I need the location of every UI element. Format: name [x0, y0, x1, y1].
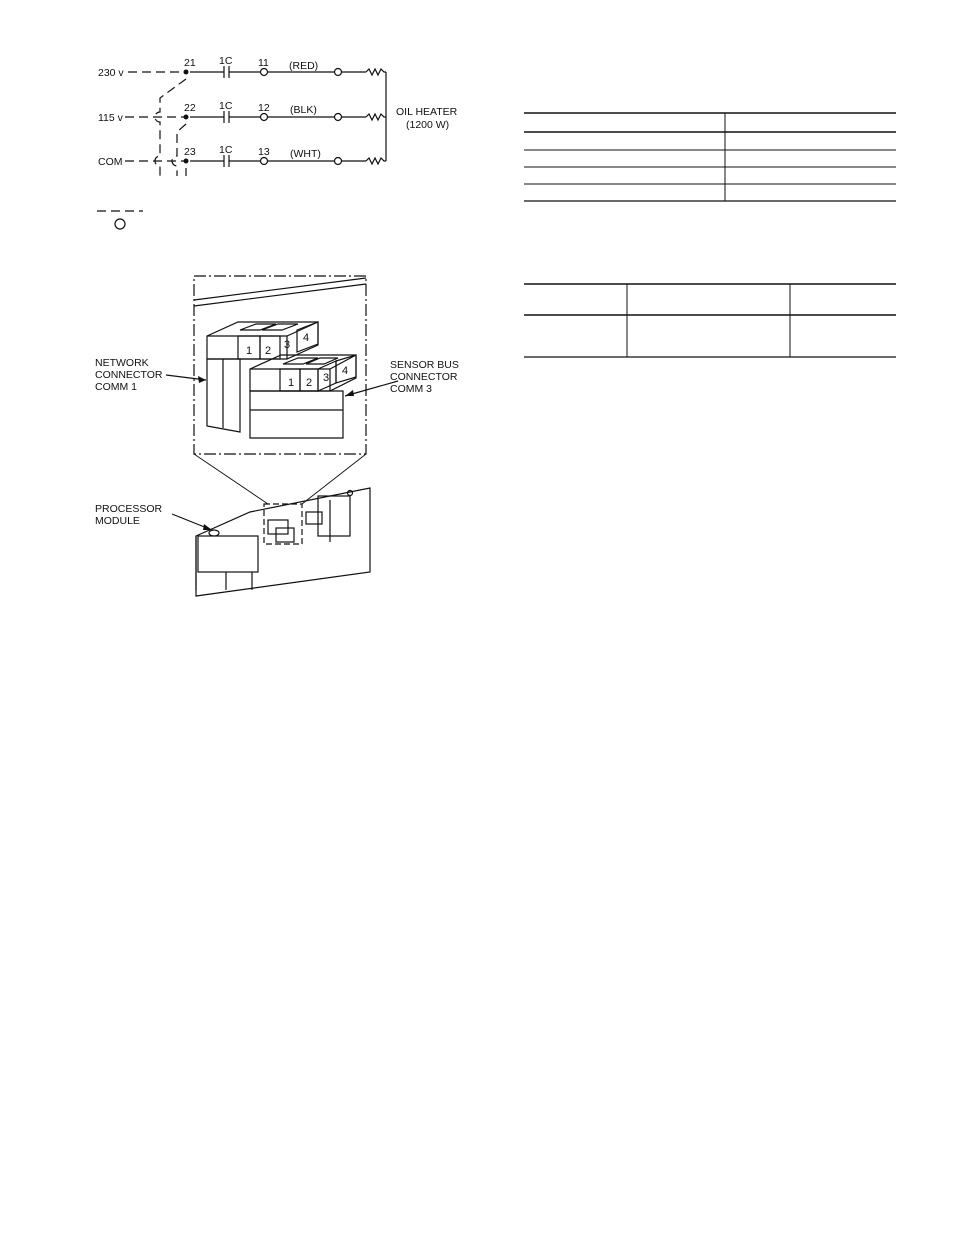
processor-module-label: MODULE [95, 515, 140, 527]
terminal-11-label: 11 [258, 57, 269, 69]
blank-table-bottom [520, 280, 900, 362]
processor-module-label: PROCESSOR [95, 503, 163, 515]
sensor-pin-3: 3 [323, 372, 330, 384]
network-connector-label: NETWORK [95, 357, 149, 369]
terminal-21-label: 21 [184, 57, 196, 69]
sensor-pin-4: 4 [342, 365, 349, 377]
oil-heater-label: OIL HEATER [396, 106, 458, 118]
contact-1c-label: 1C [219, 55, 233, 67]
sensor-pin-1: 1 [288, 377, 295, 389]
network-pin-2: 2 [265, 345, 272, 357]
sensor-pin-2: 2 [306, 377, 313, 389]
oil-heater-wiring-diagram [0, 0, 480, 240]
terminal-13-label: 13 [258, 146, 270, 158]
supply-115v-label: 115 v [98, 112, 123, 124]
sensor-bus-connector-label: COMM 3 [390, 383, 432, 395]
sensor-bus-connector-label: SENSOR BUS [390, 359, 459, 371]
network-pin-4: 4 [303, 332, 310, 344]
terminal-23-label: 23 [184, 146, 196, 158]
oil-heater-rating: (1200 W) [406, 119, 450, 131]
wire-color-wht: (WHT) [290, 148, 321, 160]
terminal-12-label: 12 [258, 102, 270, 114]
wire-color-red: (RED) [289, 60, 319, 72]
supply-230v-label: 230 v [98, 67, 124, 79]
network-pin-1: 1 [246, 345, 253, 357]
terminal-22-label: 22 [184, 102, 196, 114]
blank-table-top [520, 108, 900, 208]
network-connector-label: CONNECTOR [95, 369, 163, 381]
wire-color-blk: (BLK) [290, 104, 317, 116]
processor-module-connector-figure [0, 260, 480, 600]
contact-1c-label: 1C [219, 144, 233, 156]
network-pin-3: 3 [284, 339, 291, 351]
contact-1c-label: 1C [219, 100, 233, 112]
network-connector-label: COMM 1 [95, 381, 137, 393]
supply-com-label: COM [98, 156, 123, 168]
sensor-bus-connector-label: CONNECTOR [390, 371, 458, 383]
